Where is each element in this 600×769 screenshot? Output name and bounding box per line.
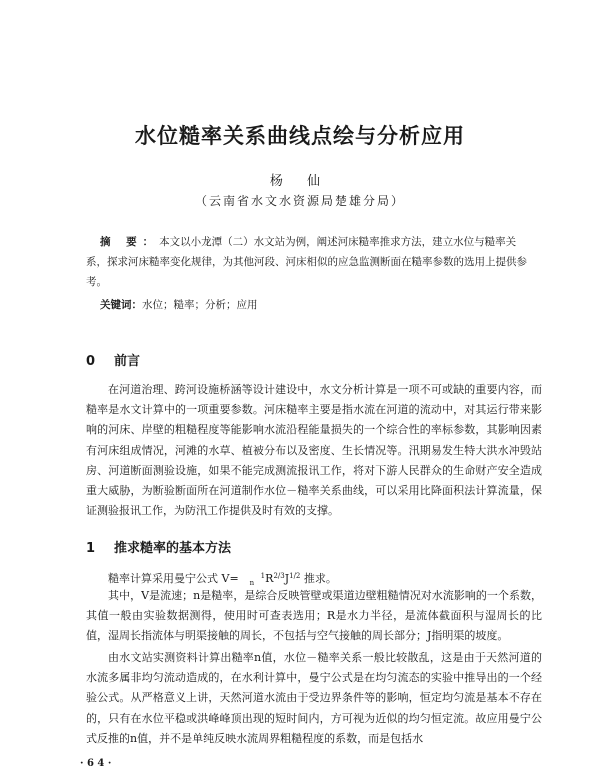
- keywords-label: 关键词：: [100, 299, 142, 311]
- paper-title: 水位糙率关系曲线点绘与分析应用: [135, 124, 465, 148]
- abstract: [86, 232, 532, 292]
- formula-prefix: 糙率计算采用曼宁公式 V=: [108, 572, 239, 585]
- author-affiliation: （云南省水文水资源局楚雄分局）: [194, 194, 405, 208]
- section-title: 推求糙率的基本方法: [114, 541, 232, 556]
- intro-paragraph: 在河道治理、跨河设施桥涵等设计建设中，水文分析计算是一项不可或缺的重要内容，而糙率是水文计算中的一项重要参数。河床糙率主要是指水流在河道的流动中，对其运行带来影响的河床、岸壁的粗糙程度等能影响水流沿程能量损失的一个综合性的率标参数，其影响因素有河床组成情况，河滩的水草、植被分布以及密度、生长情况等。汛期易发生特大洪水冲毁站房、河道断面测验设施，如果不能完成测流报讯工作，将对下游人民群众的生命财产安全造成重大威胁，为断验断面所在河道制作水位－糙率关系曲线，可以采用比降面积法计算流量，保证测验报讯工作，为防汛工作提供及时有效的支撑。: [86, 383, 542, 518]
- abstract-label: 摘 要：: [100, 236, 160, 248]
- keywords: [100, 296, 540, 314]
- keywords-text: 水位；糙率；分析；应用: [142, 299, 258, 311]
- formula-r: R: [265, 572, 274, 585]
- formula-r-exponent: 2/3: [273, 572, 285, 580]
- formula-j-exponent: 1/2: [289, 572, 301, 580]
- section-heading-intro: [86, 350, 140, 369]
- page-number: · 6 4 ·: [80, 758, 112, 769]
- formula-j: J: [284, 572, 290, 585]
- roughness-paragraph: 由水文站实测资料计算出糙率n值，水位－糙率关系一般比较散乱，这是由于天然河道的水流多属非均匀流动造成的，在水利计算中，曼宁公式是在均匀流态的实验中推导出的一个经验公式。从严格意义上讲，天然河道水流由于受边界条件等的影响，恒定均匀流是基本不存在的，只有在水位平稳或洪峰峰顶出现的短时间内，方可视为近似的均匀恒定流。故应用曼宁公式反推的n值，并不是单纯反映水流周界粗糙程度的系数，而是包括水: [86, 651, 542, 745]
- variables-text: 其中，V是流速；n是糙率，是综合反映管壁或渠道边壁粗糙情况对水流影响的一个系数，其值一般由实验数据测得，使用时可查表选用；R是水力半径，是流体截面积与湿周长的比值，湿周长指流体与明渠接触的周长，不包括与空气接触的周长部分；J指明渠的坡度。: [86, 589, 542, 643]
- section-title: 前言: [114, 354, 141, 369]
- abstract-text: 本文以小龙潭（二）水文站为例，阐述河床糙率推求方法，建立水位与糙率关系，探求河床糙率变化规律，为其他河段、河床相似的应急监测断面在糙率参数的选用上提供参考。: [86, 236, 527, 288]
- fraction-denominator: n: [249, 579, 255, 587]
- section-number: 1: [86, 541, 96, 556]
- section-heading-method: [86, 537, 231, 556]
- variables-paragraph: [86, 586, 542, 647]
- formula-fraction: [239, 573, 265, 587]
- section-number: 0: [86, 354, 96, 369]
- author-name: 杨 仙: [269, 174, 331, 189]
- fraction-numerator: 1: [260, 572, 266, 580]
- formula-suffix: 推求。: [303, 572, 337, 585]
